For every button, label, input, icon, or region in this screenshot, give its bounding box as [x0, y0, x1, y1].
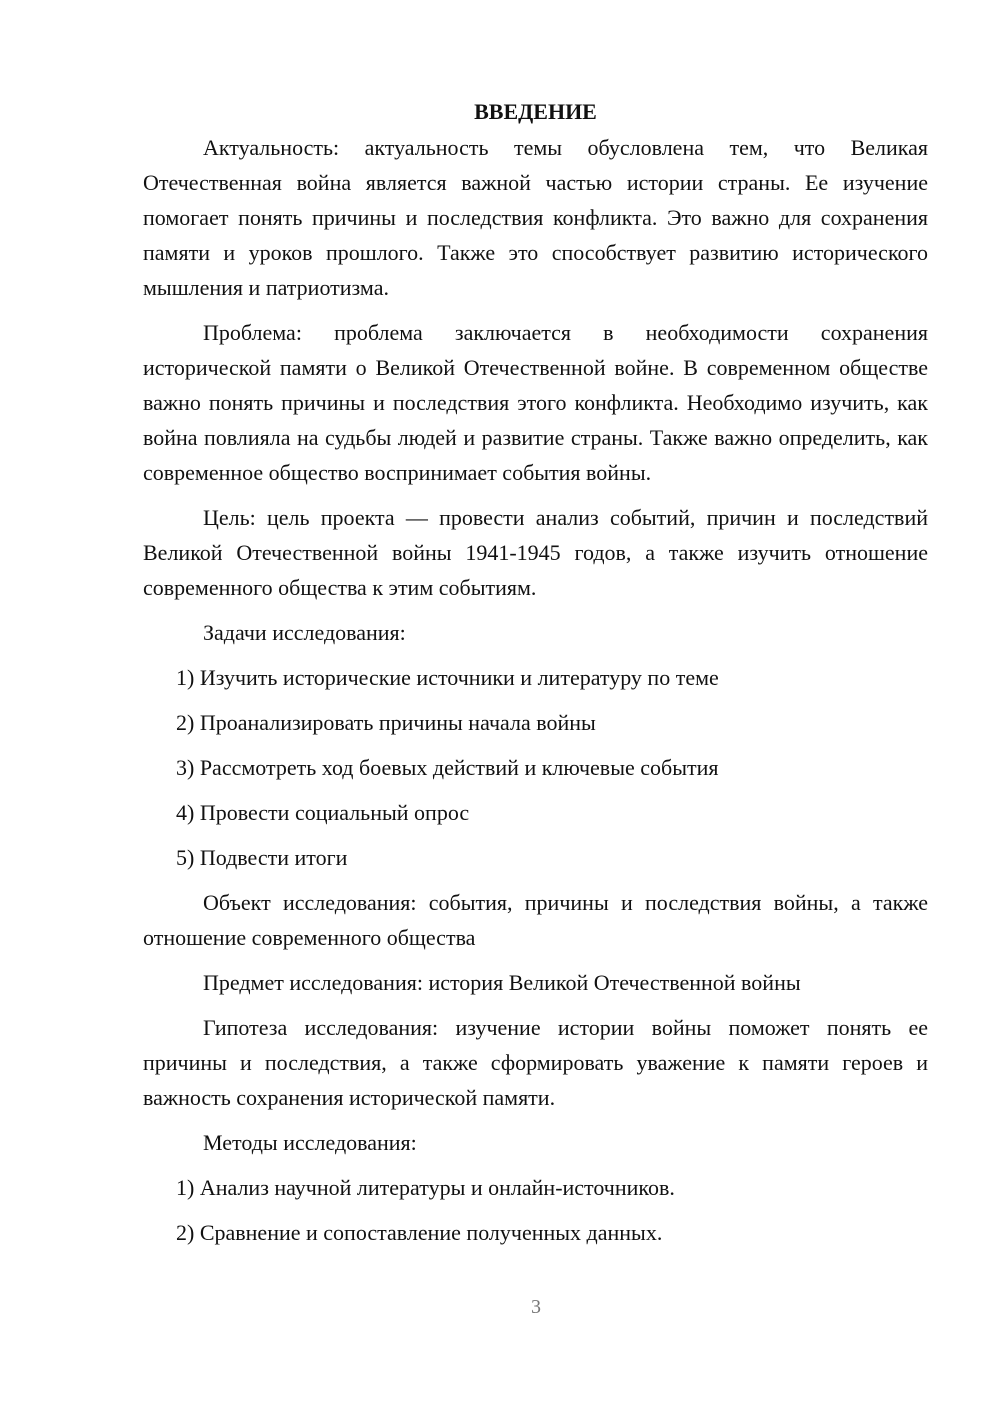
goal-paragraph: Цель: цель проекта — провести анализ событий, причин и последствий Великой Отечественной войны 1941-1945 годов, а также изучить отношение современного общества к этим событиям.	[143, 505, 928, 600]
page-number: 3	[531, 1296, 541, 1318]
task-item: 3) Рассмотреть ход боевых действий и ключевые события	[176, 755, 719, 780]
problem-paragraph: Проблема: проблема заключается в необходимости сохранения исторической памяти о Великой Отечественной войне. В современном обществе важно понять причины и последствия этого конфликта. Необходимо изучить, как война повлияла на судьбы людей и развитие страны. Также важно определить, как современное общество воспринимает события войны.	[143, 320, 928, 485]
page-title: ВВЕДЕНИЕ	[474, 99, 597, 124]
tasks-heading: Задачи исследования:	[203, 620, 406, 645]
relevance-paragraph: Актуальность: актуальность темы обусловлена тем, что Великая Отечественная война является важной частью истории страны. Ее изучение помогает понять причины и последствия конфликта. Это важно для сохранения памяти и уроков прошлого. Также это способствует развитию исторического мышления и патриотизма.	[143, 135, 928, 300]
hypothesis-paragraph: Гипотеза исследования: изучение истории войны поможет понять ее причины и последствия, а также сформировать уважение к памяти героев и важность сохранения исторической памяти.	[143, 1015, 928, 1110]
task-item: 2) Проанализировать причины начала войны	[176, 710, 596, 735]
subject-paragraph: Предмет исследования: история Великой Отечественной войны	[203, 970, 801, 995]
method-item: 1) Анализ научной литературы и онлайн-источников.	[176, 1175, 675, 1200]
task-item: 1) Изучить исторические источники и литературу по теме	[176, 665, 719, 690]
method-item: 2) Сравнение и сопоставление полученных данных.	[176, 1220, 663, 1245]
methods-heading: Методы исследования:	[203, 1130, 417, 1155]
object-paragraph: Объект исследования: события, причины и последствия войны, а также отношение современного общества	[143, 890, 928, 950]
task-item: 4) Провести социальный опрос	[176, 800, 470, 825]
page-content	[143, 94, 928, 1260]
task-item: 5) Подвести итоги	[176, 845, 348, 870]
